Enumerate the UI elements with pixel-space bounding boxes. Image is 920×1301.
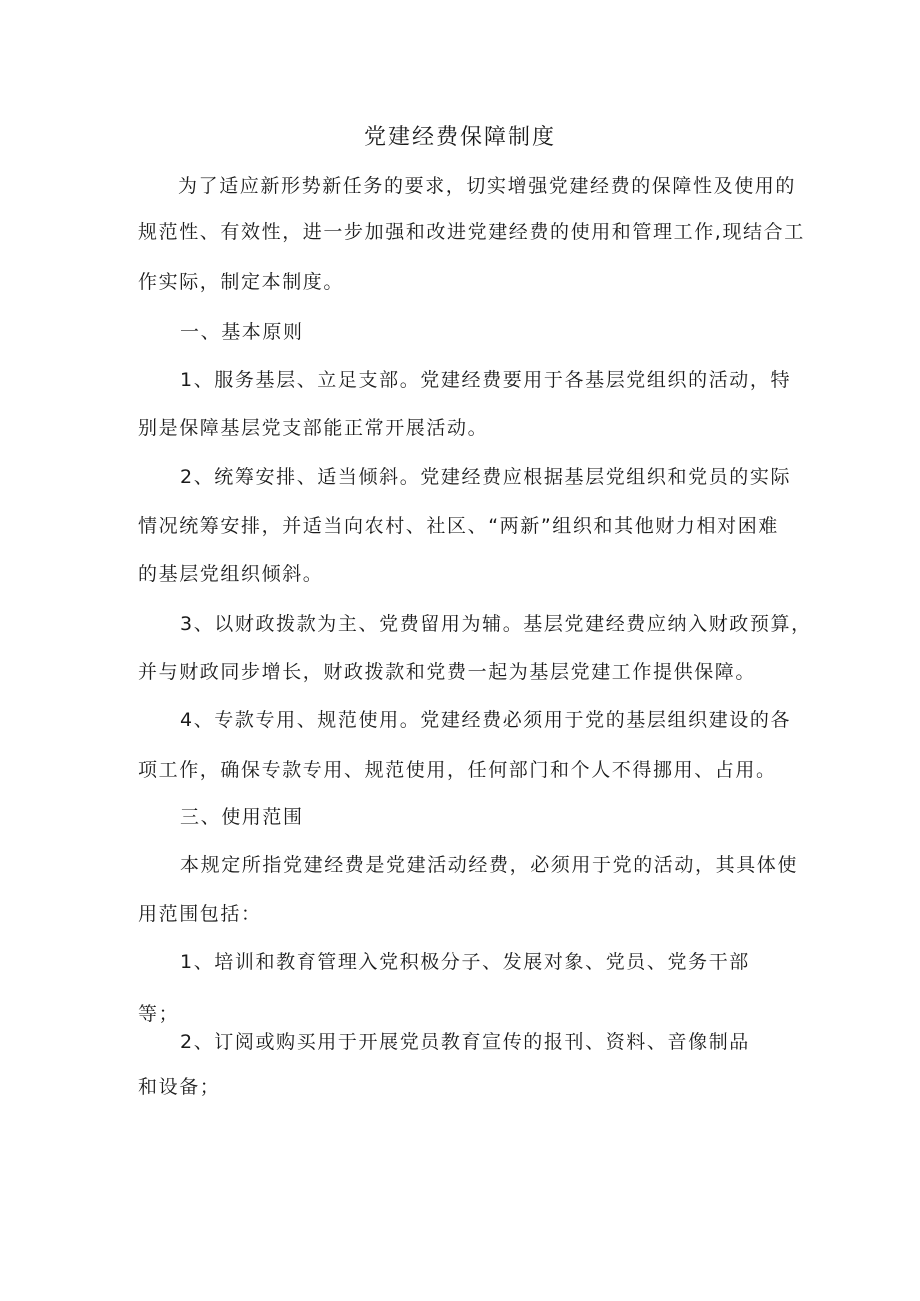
paragraph-line: 2、统筹安排、适当倾斜。党建经费应根据基层党组织和党员的实际 [180,466,792,488]
paragraph-line: 的基层党组织倾斜。 [138,563,324,585]
paragraph-line: 1、服务基层、立足支部。党建经费要用于各基层党组织的活动，特 [180,369,792,391]
paragraph-line: 用范围包括： [138,903,262,925]
paragraph-line: 和设备； [138,1076,221,1098]
paragraph-line: 为了适应新形势新任务的要求，切实增强党建经费的保障性及使用的 [178,175,797,197]
paragraph-line: 并与财政同步增长，财政拨款和党费一起为基层党建工作提供保障。 [138,661,757,683]
document-title: 党建经费保障制度 [363,125,556,150]
paragraph-line: 作实际，制定本制度。 [138,271,345,293]
paragraph-line: 情况统筹安排，并适当向农村、社区、“两新”组织和其他财力相对困难 [138,515,779,537]
paragraph-line: 3、以财政拨款为主、党费留用为辅。基层党建经费应纳入财政预算， [180,613,812,635]
paragraph-line: 等； [138,1003,180,1025]
paragraph-line: 本规定所指党建经费是党建活动经费，必须用于党的活动，其具体使 [180,854,799,876]
paragraph-line: 2、订阅或购买用于开展党员教育宣传的报刊、资料、音像制品 [180,1031,750,1053]
paragraph-line: 1、培训和教育管理入党积极分子、发展对象、党员、党务干部 [180,951,750,973]
section-heading: 一、基本原则 [180,321,304,343]
paragraph-line: 别是保障基层党支部能正常开展活动。 [138,417,489,439]
paragraph-line: 规范性、有效性，进一步加强和改进党建经费的使用和管理工作,现结合工 [138,221,805,243]
section-heading: 三、使用范围 [180,806,304,828]
paragraph-line: 项工作，确保专款专用、规范使用，任何部门和个人不得挪用、占用。 [138,759,777,781]
paragraph-line: 4、专款专用、规范使用。党建经费必须用于党的基层组织建设的各 [180,709,792,731]
